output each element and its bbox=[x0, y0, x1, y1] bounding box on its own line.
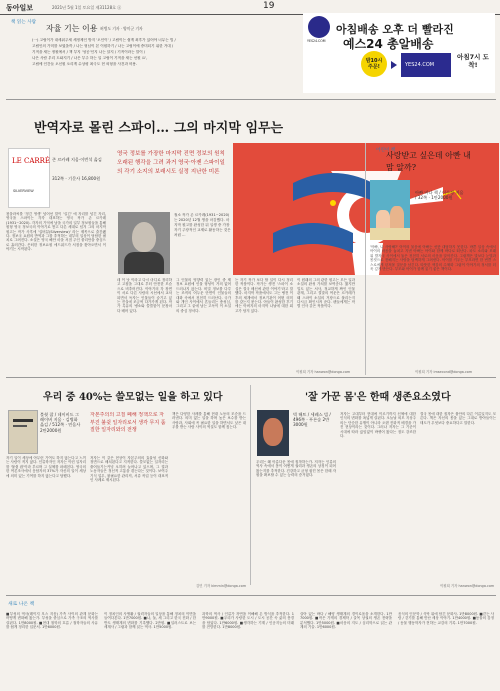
lower-right-headline: '잘 가꾼 몸'은 한때 생존요소였다 bbox=[305, 392, 451, 403]
author-photo bbox=[118, 212, 170, 274]
kids-text: '아빠, 나 사랑해?' 아이의 물음에 아빠는 선뜻 대답하지 못한다. 바쁜 일상 속에서 아이의 마음을 놓치고 지낸 아빠는 아이와 함께 바다로 떠난다. 파도 소리와 모래 위 발자국 사이에서 둘은 천천히 서로의 마음을 알아간다. 그림책은 말보다 눈빛과 몸짓으로 전해지는 사랑을 담백하게 그려낸다. 아이를 키우는 부모라면 한 번쯤 스스로에게 던져볼 질문을 남긴다. 따뜻한 색감의 수채화 그림이 이야기의 정서를 더욱 깊게 만든다. 부모와 아이가 함께 읽기 좋은 책이다. bbox=[370, 245, 496, 272]
ad-logo bbox=[308, 16, 330, 38]
main-headline: 반역자로 몰린 스파이… 그의 마지막 임무는 bbox=[34, 121, 284, 136]
brief-item: 기적을 새는 정원에서 / 책 부지 '성공'인지 나는 알지 / 기적이라는 말이 / bbox=[32, 50, 146, 54]
main-pull-quote: 영국 정보를 가장한 마지막 진면 정보의 원칙 오래된 행각을 그려 과거 영국·아젠 스파이일의 각기 소지의 보래시도 실정 지난한 미론 bbox=[117, 151, 225, 175]
lower-left-pull-quote: 자본주의의 고질 폐해 정책으로 자부진 불쉿 일자리로서 생각 무지 품질한 일자리와의 전쟁 bbox=[90, 412, 166, 433]
kids-credit: 이원희 기자 imsecond@donga.com bbox=[415, 370, 473, 374]
ad-badge-right bbox=[455, 47, 491, 79]
main-column-3: 그 인물의 영향력 있는 장인 중 제 정보 요원에 인물 형성이 거의 없어 드러나지 않는다. 비밀 정보를 다루는 조직의 어두운 단면이 인물들의 대화 속에서 천천히 드러난다. 국가와 개인 사이에서 흔들리는 충성심, 그리고 그 끝에 남는 고독이 이 소설의 중심 정서다. bbox=[176, 278, 231, 313]
lower-right-book-info: 빅 해트 / 세레스 빌 / 496쪽 · 푸른숲 2만3000원 bbox=[293, 412, 331, 428]
lower-left-text-2: 저자는 이 같은 현상이 자본주의의 효율성 신화와 정면으로 배치된다고 지적한다. 쓸모없는 일자리는 줄어들기는커녕 오히려 늘어나고 있으며, 그 결과 노동자들은 정신적 고통을 겪는다는 것이다. 보여주기식 업무, 불필요한 관리직, 서류 작업 등이 대표적인 사례로 제시된다. bbox=[90, 456, 168, 483]
ad-logo-text: YES24.COM bbox=[307, 39, 326, 43]
ad-badge-left-text: 밤10시 주문! bbox=[365, 58, 383, 70]
main-column-1: 첫을라씨를 '정긴 영생' 넘어선 말이 '실긴' 에 자리를 넘긴 자리, 영국을 스파이는 각각 대표하는 영국 작가 존 르카레(1931~2020). 각자의 기억에 남을 국가의 일부 정보원들을 통해 원형 영국 정보국의 이야기로 쌓고 다른 세대로 넘겨 그의 마지막 원고는 작가 사후에 '실버뷰(Silverview)' 라는 제목으로 출간됐다. 정보국 요원의 반역과 그를 추적하는 내부의 일상이 담담한 필치로 그려진다. 소설은 영국 해안 마을 서점 주인 줄리안을 중심으로 흘러간다. 은퇴한 정보요원 에드워드가 서점을 찾아오면서 이야기는 시작된다. bbox=[6, 212, 106, 252]
book-cover bbox=[8, 148, 50, 208]
page-number: 19 bbox=[263, 1, 275, 11]
brief-item: (一) 고립이가 내세워주세 세정제인 방지 '오인이' / 고립이는 쉽게 최후가 있어야 너무는 법 / bbox=[32, 38, 176, 42]
ad-delivery-box bbox=[401, 53, 451, 77]
book-info-publisher: 312쪽 · 기문사 16,800원 bbox=[52, 176, 101, 181]
lower-left-book-cover bbox=[8, 410, 38, 454]
ad-banner[interactable] bbox=[303, 13, 495, 93]
kids-section-tag bbox=[376, 136, 416, 153]
kids-book-info: 아빠 바다 책 / 이수정 지음 / 32쪽 · 1만2000원 bbox=[415, 190, 464, 201]
ad-badge-left bbox=[361, 51, 387, 77]
brief-item: 고립인의 가미를 보였을까 / 나는 형님이 본 이원하기 / 나는 고립이에 중미되기 위한 거대 / bbox=[32, 44, 174, 48]
ad-badge-right-text: 아침7시 도착! bbox=[457, 53, 489, 69]
lower-left-headline: 우리 중 40%는 쓸모없는 일을 하고 있다 bbox=[43, 392, 223, 403]
ad-headline-1: 아침배송 오후 더 빨라진 bbox=[336, 23, 454, 36]
date-line: 2021년 5월 1일 토요일 제31128호 ⓐ bbox=[52, 5, 122, 10]
ad-headline-2: 예스24 총알배송 bbox=[343, 37, 434, 51]
new-books-column-1: ■부성의 역사(레이지 모스 지음) 가족 사이의 관계 문화는 어떻게 변화해 왔는가. 부성을 중심으로 가족 구조의 역사를 살핀다. 1만8000원. ■현대 철학의 흐름 / 철학자들의 사유를 쉽게 정리한 입문서. 1만6000원. bbox=[6, 612, 98, 630]
book-info-author: 존 르카레 지음·이번석 옮김 bbox=[52, 157, 102, 162]
brief-item: 나은 사람 우리 도와지기 / 나은 부주 하는 일 고립이 기적을 새는 선원 요', bbox=[32, 56, 148, 60]
lower-left-text-3: 책은 다양한 사례를 통해 현대 노동의 모순을 드러낸다. 의미 없는 일을 하며 높은 보수를 받는 사람과, 사회에 꼭 필요한 일을 하면서도 낮은 대우를 받는 사람 사이의 역설도 함께 짚는다. bbox=[172, 412, 246, 430]
lower-right-book-cover bbox=[257, 410, 289, 456]
brief-title: 자율 기는 이용 bbox=[46, 24, 98, 33]
brief-block bbox=[30, 18, 250, 88]
author-caption: 철소 작가 존 르카레(1931~2020)는 2020년 12월 생을 마감했다. 마지막 원고를 완성한 뒤 일생 중 가장 자기 주장적인 교제로 활동하는 것은 처럼 ... bbox=[174, 213, 231, 237]
paper-name: 동아일보 bbox=[6, 3, 34, 12]
lower-left-text-1: 자기 일이 세상에 아무런 기여도 하지 않는다고 느끼는 사람이 적지 않다. 인류학자인 저자는 이런 일자리를 '불쉿 잡'이라 부르며 그 실체를 파헤친다. 영국의 한 여론조사에서 응답자의 37%가 자신의 일이 세상에 의미 있는 기여를 하지 않는다고 답했다. bbox=[6, 456, 86, 478]
lower-right-credit: 이원희 기자 hanwon@donga.com bbox=[440, 584, 495, 588]
kids-book-cover bbox=[370, 180, 410, 240]
ad-logo-bottom: YES24.COM bbox=[405, 62, 435, 68]
kids-tag-label: 어린이 책 bbox=[376, 148, 396, 153]
ad-arrow-icon bbox=[391, 61, 397, 69]
new-books-column-4: 살아 있는 바다 / 해양 생태계의 경이로움을 소개한다. 1만7000원. ■작은 가게의 경제학 / 골목 상권의 생존 전략을 분석했다. 1만5000원. ■마음의 지도 / 심리학으로 읽는 관계의 기술. 1만6000원. bbox=[300, 612, 392, 630]
main-column-2: 데 이 낫 이라고 다시 마디로 정리하고 고집을 그대로 부터 안전한 모습으로 비추어진다. 이야기의 각 장면이 서로 다른 사람의 시선에서 교차되면서 독자는 인물들이 숨기고 있는 진실에 조금씩 다가가게 된다. 작가 특유의 냉소와 쓸쓸함이 문장마다 배어 있다. bbox=[117, 278, 172, 313]
brief-byline: 허병도 기자 · 양미군 기자 bbox=[100, 26, 143, 31]
lower-left-credit: 김민 기자 kimmin@donga.com bbox=[196, 584, 247, 588]
cover-subtitle: SILVERVIEW bbox=[13, 189, 34, 193]
brief-item: 고립에 인간들 오신원 오리게 수상평 최극도 현 외형을 사건과 비용. bbox=[32, 62, 138, 66]
new-books-column-5: 음식의 인문학 / 식탁 위에 담긴 문화사. 1만8000원. ■걷는 사람 / 걷기를 통해 만난 세상 이야기. 1만4000원. ■동물의 감정 / 동물 행동학자가 전하는 교감의 기록. 1만7000원. bbox=[398, 612, 494, 625]
new-books-column-3: 과학의 역사 / 인류가 자연을 이해해 온 방식을 추적한다. 1만9000원. ■우리가 사랑한 도시 / 도시 공간 속 삶의 풍경을 담았다. 1만6000원. ■생각하는 기계 / 인공지능의 미래를 전망한다. 1만8000원. bbox=[202, 612, 294, 630]
new-books-column-2: 이 정치인의 사생활 / 권력자들의 일상을 통해 정치의 이면을 들여다본다. 1만7000원. ■나, 둘, 세 그리고 한국 진화 / 한반도 생태계의 변화를 기록했다. 2만원. ■일러스트로 보는 세계사 / 그림과 함께 읽는 역사. 1만5000원. bbox=[104, 612, 196, 630]
cover-title: LE CARRÉ bbox=[12, 157, 51, 165]
section-tag-label: 책 읽는 사람 bbox=[11, 20, 37, 25]
main-column-5: 이 원래의 그의 관한 원고는 모든 일과 소설의 완성 가치를 보여준다. 짧지만 밀도 있는 서사, 정교하게 짜인 인물 관계, 그리고 결말의 여운은 르카레가 왜 스파이 소설의 거장으로 불리는지 다시금 확인시켜 준다. 팬들에게는 작별 인사 같은 작품이다. bbox=[297, 278, 355, 309]
lower-left-book-info: 불쉿 잡 / 데이비드 그레이버 지음 · 김병화 옮김 / 512쪽 · 민음사 2만2000원 bbox=[40, 412, 81, 433]
lower-right-text-1: 우리는 왜 아름다운 몸에 집착하는가. 저자는 인류의 역사 속에서 몸이 어떻게 권력과 생존의 상징이 되어 왔는지를 추적한다. 건강하고 균형 잡힌 몸은 한때 자원을 확보할 수 있는 능력의 증거였다. bbox=[256, 460, 336, 478]
main-credit: 이원희 기자 hanwon@donga.com bbox=[296, 370, 351, 374]
main-column-4: 는 자기 작가 보다 할 일이 다시 정리한 작품이다. 작가는 생전 '스파이 소설은 결국 배신에 관한 이야기'라고 말했다. 마지막 작품에서도 그는 냉전 이후의 세계에서 정보기관이 어떤 의미를 갖는지 묻는다. 아들이 완성한 후기에는 아버지의 마지막 나날에 대한 회고가 담겨 있다. bbox=[235, 278, 293, 313]
new-books-title: 새로 나온 책 bbox=[8, 602, 35, 607]
lower-right-text-3: 결국 몸에 대한 집착은 불안의 다른 이름일지도 모른다. 책은 자신의 몸을 있는 그대로 받아들이는 태도가 무엇보다 중요하다고 말한다. bbox=[420, 412, 496, 425]
kids-headline: 사랑받고 싶은데 아빤 내맘 알까? bbox=[386, 151, 471, 172]
lower-right-text-2: 저자는 고대부터 현대에 이르기까지 신체에 대한 인식의 변화를 폭넓게 살핀다. 오늘날 외모 지상주의는 단순한 유행이 아니라 오랜 진화적 배경을 가진 현상이라는 것이다. 그러나 저자는 그 기준이 시대에 따라 끊임없이 바뀌어 왔다는 점도 강조한다. bbox=[340, 412, 416, 439]
